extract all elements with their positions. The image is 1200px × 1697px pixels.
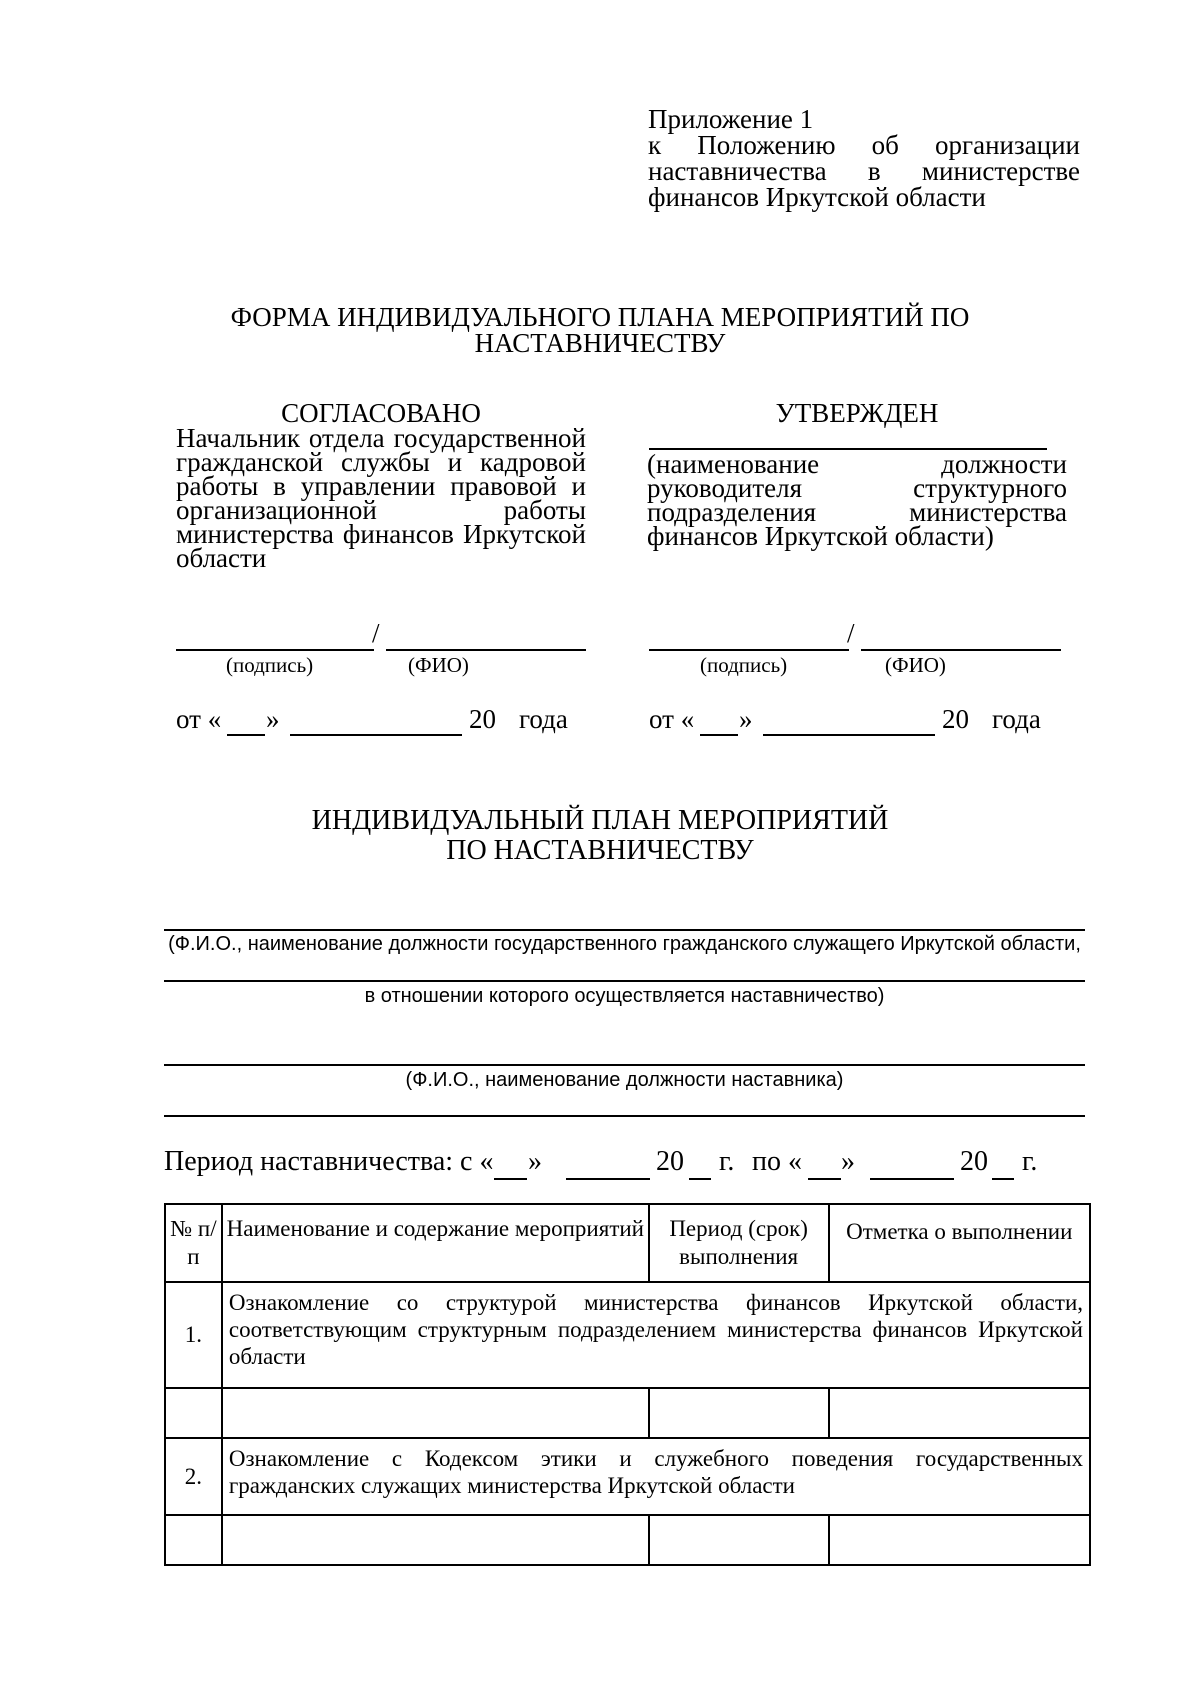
agreed-year-prefix: 20	[469, 704, 496, 734]
approved-signature-line[interactable]	[649, 649, 849, 651]
row-1-text: Ознакомление со структурой министерства финансов Иркутской области, соответствующим структурным подразделением министерства финансов Иркутской области	[222, 1282, 1090, 1388]
period-from-day-line[interactable]	[494, 1178, 527, 1180]
mentor-caption: (Ф.И.О., наименование должности наставника)	[405, 1069, 844, 1091]
agreed-date-close: »	[266, 704, 280, 734]
agreed-signature-label: (подпись)	[226, 653, 314, 677]
agreed-day-line[interactable]	[227, 734, 265, 736]
plan-title-line-1: ИНДИВИДУАЛЬНЫЙ ПЛАН МЕРОПРИЯТИЙ	[311, 805, 889, 836]
header-name: Наименование и содержание мероприятий	[222, 1204, 649, 1282]
approved-day-line[interactable]	[700, 734, 738, 736]
period-from-close: »	[528, 1146, 542, 1177]
form-title-line-1: ФОРМА ИНДИВИДУАЛЬНОГО ПЛАНА МЕРОПРИЯТИЙ ПО	[230, 302, 970, 332]
agreed-signature-line[interactable]	[176, 649, 374, 651]
employee-field-line-1[interactable]	[164, 929, 1085, 931]
form-title-line-2: НАСТАВНИЧЕСТВУ	[474, 328, 726, 358]
appendix-line-3: наставничества в министерстве	[648, 156, 1080, 186]
employee-field-line-2[interactable]	[164, 980, 1085, 982]
row-2-num: 2.	[165, 1438, 222, 1515]
row-2-empty-name[interactable]	[222, 1515, 649, 1565]
form-title	[0, 304, 1200, 356]
period-to-year-line[interactable]	[992, 1178, 1014, 1180]
appendix-note	[648, 106, 1080, 210]
row-1-empty-name[interactable]	[222, 1388, 649, 1438]
mentor-field-line-1[interactable]	[164, 1064, 1085, 1066]
appendix-line-2: к Положению об организации	[648, 130, 1080, 160]
approved-date-close: »	[739, 704, 753, 734]
approved-heading: УТВЕРЖДЕН	[775, 398, 939, 428]
approved-name-label: (ФИО)	[885, 653, 946, 677]
period-from-month-line[interactable]	[566, 1178, 650, 1180]
mentor-field-line-2[interactable]	[164, 1115, 1085, 1117]
period-to-label: по «	[752, 1146, 802, 1177]
table-row	[165, 1282, 1090, 1388]
approved-month-line[interactable]	[763, 734, 935, 736]
approved-name-line[interactable]	[861, 649, 1061, 651]
approved-signature-label: (подпись)	[700, 653, 788, 677]
period-label: Период наставничества: с «	[164, 1146, 494, 1177]
period-to-year: 20	[960, 1146, 988, 1177]
row-1-empty-num[interactable]	[165, 1388, 222, 1438]
approved-year-prefix: 20	[942, 704, 969, 734]
agreed-slash: /	[372, 618, 380, 648]
table-header-row	[165, 1204, 1090, 1282]
plan-title	[0, 806, 1200, 866]
appendix-line-4: финансов Иркутской области	[648, 182, 986, 212]
agreed-name-label: (ФИО)	[408, 653, 469, 677]
period-to-day-line[interactable]	[808, 1178, 841, 1180]
period-to-g: г.	[1022, 1146, 1038, 1177]
row-2-text: Ознакомление с Кодексом этики и служебного поведения государственных гражданских служащих министерства Иркутской области	[222, 1438, 1090, 1515]
row-2-empty-mark[interactable]	[829, 1515, 1090, 1565]
agreed-position-text: Начальник отдела государственной гражданской службы и кадровой работы в управлении правовой и организационной работы министерства финансов Иркутской области	[176, 423, 586, 573]
plan-table	[164, 1203, 1091, 1566]
appendix-line-1: Приложение 1	[648, 104, 814, 134]
row-1-empty-mark[interactable]	[829, 1388, 1090, 1438]
row-1-num: 1.	[165, 1282, 222, 1388]
period-from-year: 20	[656, 1146, 684, 1177]
approved-position-text: (наименование должности руководителя структурного подразделения министерства финансов Иркутской области)	[647, 449, 1067, 551]
agreed-heading: СОГЛАСОВАНО	[281, 398, 481, 428]
agreed-year-word: года	[519, 704, 568, 734]
approved-year-word: года	[992, 704, 1041, 734]
period-to-close: »	[841, 1146, 855, 1177]
plan-title-line-2: ПО НАСТАВНИЧЕСТВУ	[446, 835, 754, 866]
period-from-year-line[interactable]	[689, 1178, 711, 1180]
period-from-g: г.	[719, 1146, 735, 1177]
row-2-empty-num[interactable]	[165, 1515, 222, 1565]
agreed-month-line[interactable]	[290, 734, 462, 736]
approved-slash: /	[847, 618, 855, 648]
approved-date-from: от «	[649, 704, 695, 734]
employee-caption-1: (Ф.И.О., наименование должности государственного гражданского служащего Иркутской области,	[168, 933, 1081, 955]
header-period: Период (срок) выполнения	[649, 1204, 829, 1282]
table-row-empty	[165, 1388, 1090, 1438]
row-2-empty-period[interactable]	[649, 1515, 829, 1565]
agreed-name-line[interactable]	[386, 649, 586, 651]
table-row	[165, 1438, 1090, 1515]
header-mark: Отметка о выполнении	[829, 1204, 1090, 1282]
header-num: № п/п	[165, 1204, 222, 1282]
row-1-empty-period[interactable]	[649, 1388, 829, 1438]
period-to-month-line[interactable]	[870, 1178, 954, 1180]
employee-caption-2: в отношении которого осуществляется наставничество)	[364, 985, 885, 1007]
agreed-date-from: от «	[176, 704, 222, 734]
table-row-empty	[165, 1515, 1090, 1565]
